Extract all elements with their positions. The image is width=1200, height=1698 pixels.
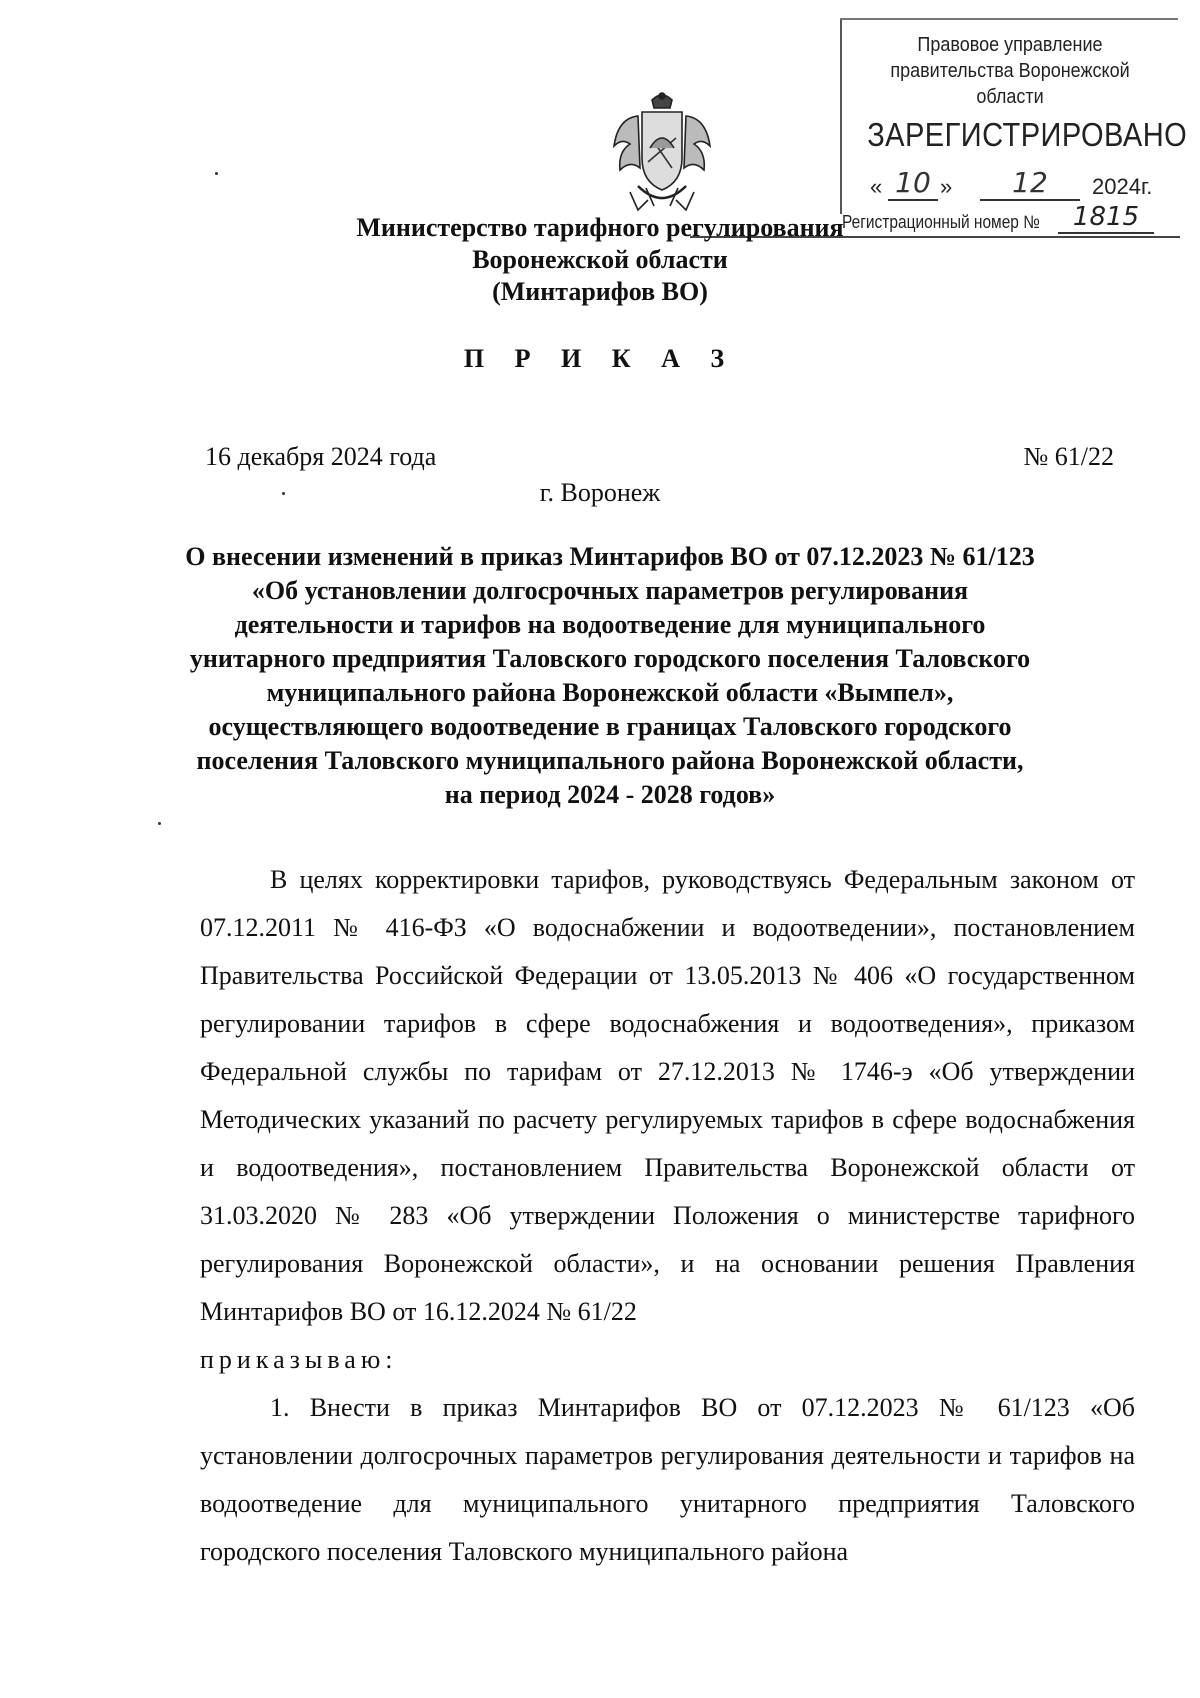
stamp-quote-open: « [870,174,883,199]
stamp-quote-close: » [940,174,953,199]
stamp-day: 10 [888,166,938,201]
document-number: № 61/22 [1023,442,1114,471]
document-type: П Р И К А З [463,344,737,373]
body-order-word: приказываю: [200,1345,398,1374]
document-city: г. Воронеж [539,478,661,507]
scan-speck [282,492,285,495]
coat-of-arms-icon [608,88,716,216]
stamp-reg-number-label: Регистрационный номер № [842,212,1040,232]
ministry-header [0,212,1200,308]
stamp-date [870,168,1170,202]
stamp-border-left [840,18,842,214]
stamp-month: 12 [980,166,1080,201]
scan-speck [158,822,161,825]
registration-stamp [840,18,1188,240]
document-date: 16 декабря 2024 года [205,442,437,471]
scan-speck [215,172,218,175]
stamp-status: ЗАРЕГИСТРИРОВАНО [867,116,1188,153]
stamp-border-top [840,18,1178,20]
document-body [200,856,1135,1576]
stamp-organization: Правовое управление правительства Воронежской области [890,34,1130,108]
ministry-name-line3: (Минтарифов ВО) [492,277,708,306]
stamp-reg-number: 1815 [1058,202,1154,234]
stamp-year: 2024г. [1092,174,1153,199]
body-item-1: 1. Внести в приказ Минтарифов ВО от 07.12.2023 № 61/123 «Об установлении долгосрочных параметров регулирования деятельности и тарифов на водоотведение для муниципального унитарного предприятия Таловского городского поселения Таловского муниципального района [200,1393,1135,1566]
ministry-name-line1: Министерство тарифного регулирования [356,213,844,242]
body-preamble: В целях корректировки тарифов, руководствуясь Федеральным законом от 07.12.2011 № 416-ФЗ «О водоснабжении и водоотведении», постановлением Правительства Российской Федерации от 13.05.2013 № 406 «О государственном регулировании тарифов в сфере водоснабжения и водоотведения», приказом Федеральной службы по тарифам от 27.12.2013 № 1746-э «Об утверждении Методических указаний по расчету регулируемых тарифов в сфере водоснабжения и водоотведения», постановлением Правительства Воронежской области от 31.03.2020 № 283 «Об утверждении Положения о министерстве тарифного регулирования Воронежской области», и на основании решения Правления Минтарифов ВО от 16.12.2024 № 61/22 [200,865,1135,1326]
document-title: О внесении изменений в приказ Минтарифов ВО от 07.12.2023 № 61/123 «Об установлении долгосрочных параметров регулирования деятельности и тарифов на водоотведение для муниципального унитарного предприятия Таловского городского поселения Таловского муниципального района Воронежской области «Вымпел», осуществляющего водоотведение в границах Таловского городского поселения Таловского муниципального района Воронежской области, на период 2024 - 2028 годов» [185,542,1035,809]
ministry-name-line2: Воронежской области [472,245,728,274]
